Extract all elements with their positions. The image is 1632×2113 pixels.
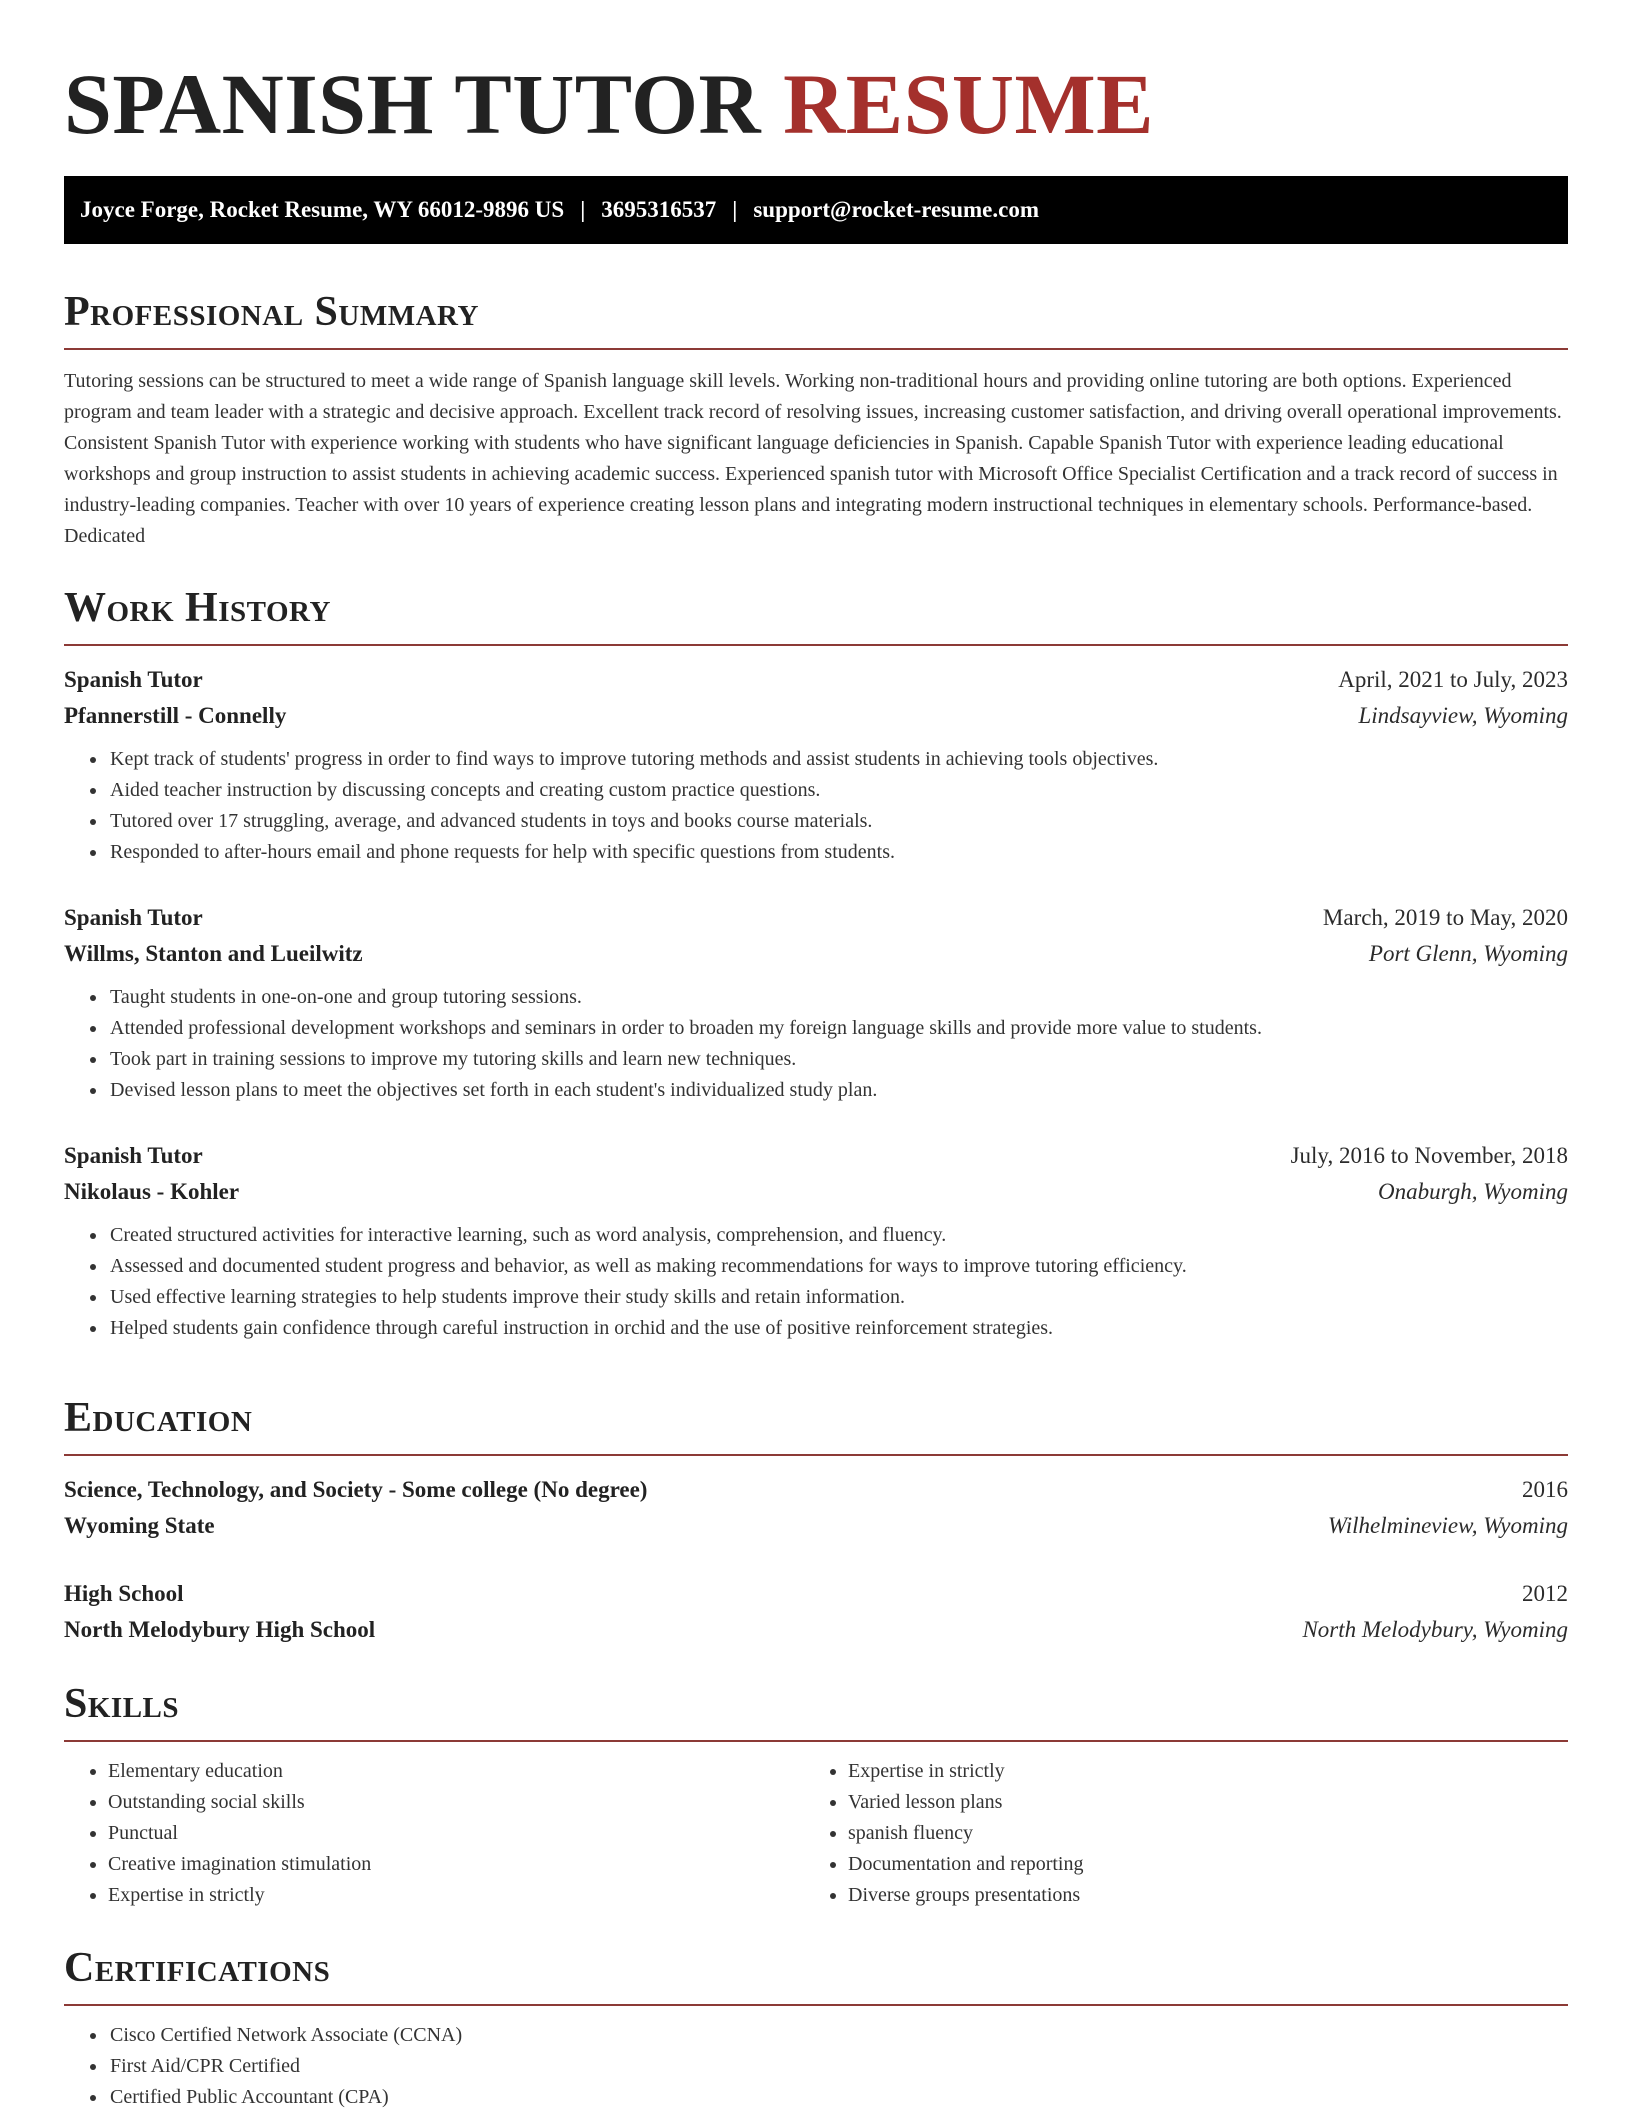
contact-bar (64, 176, 1568, 244)
job-entry (64, 900, 1568, 1106)
skill-item: • Expertise in strictly (848, 1756, 1544, 1787)
education-location: Wilhelmineview, Wyoming (1327, 1513, 1568, 1538)
skills-heading: Skills (64, 1681, 180, 1727)
job-company: Pfannerstill - Connelly (64, 703, 287, 728)
section-divider (64, 348, 1568, 350)
education-location: North Melodybury, Wyoming (1302, 1617, 1568, 1642)
resume-title (64, 54, 1154, 154)
contact-email: support@rocket-resume.com (753, 197, 1039, 222)
education-school: North Melodybury High School (64, 1617, 376, 1642)
certifications-list (64, 2020, 1568, 2113)
education-year: 2016 (1522, 1477, 1568, 1502)
contact-address: Joyce Forge, Rocket Resume, WY 66012-9896 US (80, 197, 565, 222)
education-school: Wyoming State (64, 1513, 215, 1538)
certifications-heading: Certifications (64, 1945, 331, 1991)
job-dates: March, 2019 to May, 2020 (1322, 905, 1568, 930)
title-main: SPANISH TUTOR (64, 56, 762, 152)
contact-separator: | (580, 197, 586, 222)
job-bullet: • Tutored over 17 struggling, average, and advanced students in toys and books course materials. (108, 806, 1568, 837)
job-location: Onaburgh, Wyoming (1378, 1179, 1568, 1204)
skills-column-left (64, 1756, 804, 1911)
education-entry (64, 1576, 1568, 1648)
job-bullet: • Created structured activities for interactive learning, such as word analysis, comprehension, and fluency. (108, 1220, 1568, 1251)
section-divider (64, 1740, 1568, 1742)
job-company: Nikolaus - Kohler (64, 1179, 240, 1204)
job-dates: April, 2021 to July, 2023 (1338, 667, 1568, 692)
skill-item: • Elementary education (108, 1756, 804, 1787)
section-divider (64, 644, 1568, 646)
job-bullets (64, 1220, 1568, 1344)
education-year: 2012 (1522, 1581, 1568, 1606)
job-bullet: • Used effective learning strategies to help students improve their study skills and retain information. (108, 1282, 1568, 1313)
certifications-section (64, 1940, 1568, 2113)
skill-item: • Expertise in strictly (108, 1880, 804, 1911)
job-entry (64, 1138, 1568, 1344)
summary-heading: Professional Summary (64, 289, 479, 335)
skill-item: • Documentation and reporting (848, 1849, 1544, 1880)
section-divider (64, 2004, 1568, 2006)
job-title: Spanish Tutor (64, 1143, 203, 1168)
skills-section (64, 1676, 1568, 1911)
job-title: Spanish Tutor (64, 905, 203, 930)
contact-separator: | (732, 197, 738, 222)
job-title: Spanish Tutor (64, 667, 203, 692)
work-history-heading: Work History (64, 585, 331, 631)
certification-item: • Certified Public Accountant (CPA) (108, 2082, 1568, 2113)
job-location: Lindsayview, Wyoming (1358, 703, 1568, 728)
job-bullets (64, 982, 1568, 1106)
skills-column-right (804, 1756, 1544, 1911)
skill-item: • Creative imagination stimulation (108, 1849, 804, 1880)
skill-item: • Outstanding social skills (108, 1787, 804, 1818)
education-degree: High School (64, 1581, 184, 1606)
skill-item: • Punctual (108, 1818, 804, 1849)
skills-grid (64, 1756, 1568, 1911)
contact-phone: 3695316537 (601, 197, 717, 222)
education-entry (64, 1472, 1568, 1544)
job-bullet: • Responded to after-hours email and phone requests for help with specific questions from students. (108, 837, 1568, 868)
skill-item: • Diverse groups presentations (848, 1880, 1544, 1911)
job-entry (64, 662, 1568, 868)
job-dates: July, 2016 to November, 2018 (1290, 1143, 1568, 1168)
job-company: Willms, Stanton and Lueilwitz (64, 941, 363, 966)
job-bullet: • Took part in training sessions to improve my tutoring skills and learn new techniques. (108, 1044, 1568, 1075)
education-degree: Science, Technology, and Society - Some college (No degree) (64, 1477, 648, 1502)
job-bullets (64, 744, 1568, 868)
job-bullet: • Attended professional development workshops and seminars in order to broaden my foreign language skills and provide more value to students. (108, 1013, 1568, 1044)
work-history-section (64, 580, 1568, 1344)
summary-text: Tutoring sessions can be structured to meet a wide range of Spanish language skill levels. Working non-traditional hours and providing online tutoring are both options. Experienced program and team leader with a strategic and decisive approach. Excellent track record of resolving issues, increasing customer satisfaction, and driving overall operational improvements. Consistent Spanish Tutor with experience working with students who have significant language deficiencies in Spanish. Capable Spanish Tutor with experience leading educational workshops and group instruction to assist students in achieving academic success. Experienced spanish tutor with Microsoft Office Specialist Certification and a track record of success in industry-leading companies. Teacher with over 10 years of experience creating lesson plans and integrating modern instructional techniques in elementary schools. Performance-based. Dedicated (64, 370, 1562, 547)
job-bullet: • Devised lesson plans to meet the objectives set forth in each student's individualized study plan. (108, 1075, 1568, 1106)
job-bullet: • Helped students gain confidence through careful instruction in orchid and the use of positive reinforcement strategies. (108, 1313, 1568, 1344)
section-divider (64, 1454, 1568, 1456)
education-heading: Education (64, 1395, 253, 1441)
certification-item: • First Aid/CPR Certified (108, 2051, 1568, 2082)
education-section (64, 1390, 1568, 1648)
job-location: Port Glenn, Wyoming (1368, 941, 1568, 966)
skill-item: • spanish fluency (848, 1818, 1544, 1849)
job-bullet: • Assessed and documented student progress and behavior, as well as making recommendations for ways to improve tutoring efficiency. (108, 1251, 1568, 1282)
certification-item: • Cisco Certified Network Associate (CCNA) (108, 2020, 1568, 2051)
skill-item: • Varied lesson plans (848, 1787, 1544, 1818)
job-bullet: • Aided teacher instruction by discussing concepts and creating custom practice questions. (108, 775, 1568, 806)
job-bullet: • Taught students in one-on-one and group tutoring sessions. (108, 982, 1568, 1013)
title-accent: RESUME (783, 56, 1155, 152)
summary-section (64, 284, 1568, 552)
job-bullet: • Kept track of students' progress in order to find ways to improve tutoring methods and assist students in achieving tools objectives. (108, 744, 1568, 775)
